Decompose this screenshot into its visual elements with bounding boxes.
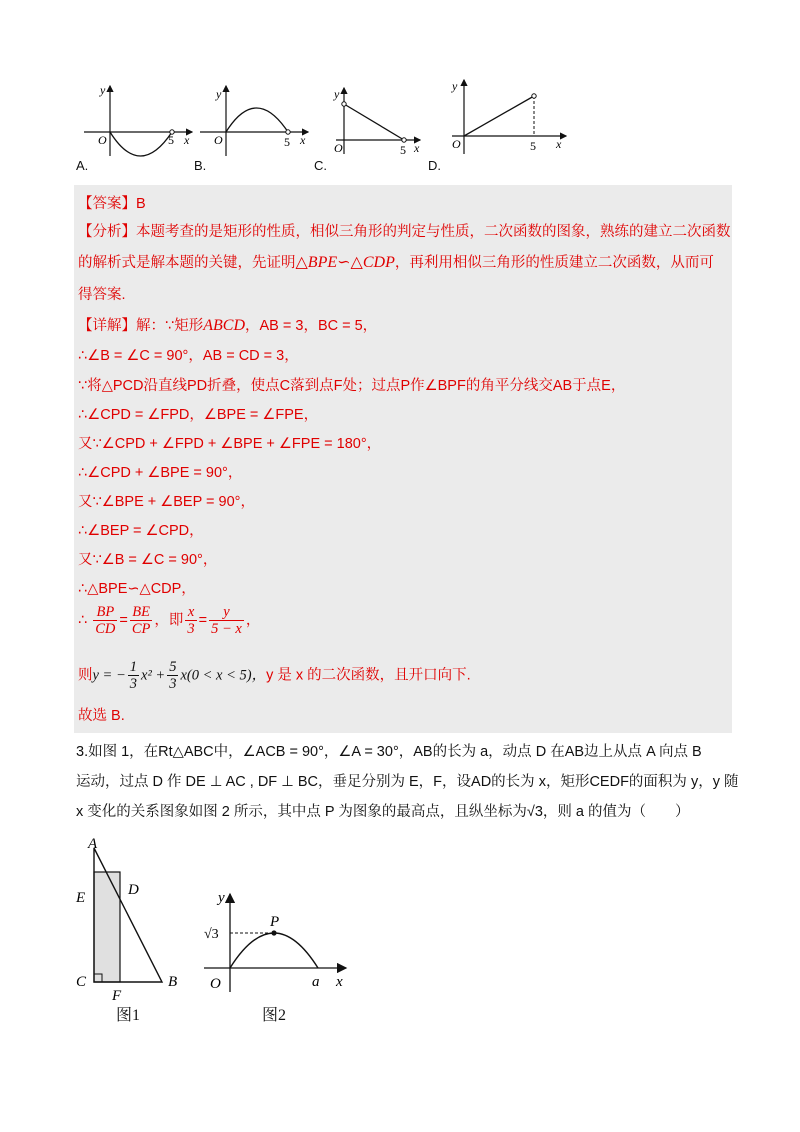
detail-line-11 (78, 604, 260, 637)
figure-2-caption: 图2 (262, 1007, 287, 1024)
fraction-y-5mx-den: 5 − x (211, 621, 242, 637)
fig2-label-a: a (312, 974, 320, 990)
fraction-bp-cd-num: BP (93, 604, 117, 621)
fraction-bp-cd-den: CD (95, 621, 116, 637)
analysis-text-1: 本题考查的是矩形的性质，相似三角形的判定与性质，二次函数的图象，熟练的建立二次函数 (136, 224, 731, 240)
equals-sign-1: = (119, 612, 128, 629)
graph-c-svg (320, 82, 430, 162)
equals-sign-2: = (198, 612, 208, 629)
detail-line-1 (78, 314, 377, 335)
detail-text-1c: ，AB = 3，BC = 5， (245, 318, 378, 334)
graph-a-y-label: y (100, 83, 106, 97)
fraction-5-3-num: 5 (169, 659, 177, 675)
question-line-2: 运动，过点 D 作 DE ⊥ AC , DF ⊥ BC，垂足分别为 E，F，设AD的长为 x，矩形CEDF的面积为 y，y 随 (76, 774, 739, 790)
graph-a-five-label: 5 (168, 133, 174, 147)
fig2-label-p: P (270, 914, 280, 930)
graph-a-svg (80, 80, 200, 160)
line-12-y-equals: y = − (92, 667, 126, 684)
detail-line-12 (78, 659, 471, 692)
option-b-graph (196, 80, 316, 165)
analysis-similar-triangles: △BPE∽△CDP (295, 254, 395, 271)
fraction-x-3-num: x (185, 604, 196, 621)
detail-line-7: 又∵∠BPE + ∠BEP = 90°， (78, 494, 255, 510)
question-line-3: x 变化的关系图象如图 2 所示，其中点 P 为图象的最高点，且纵坐标为√3，则 a 的值为（ ） (76, 804, 690, 820)
analysis-tag: 【分析】 (78, 224, 136, 240)
line-12-domain: x(0 < x < 5)， (180, 667, 267, 684)
option-b-label: B. (194, 158, 207, 173)
option-d-graph (442, 74, 572, 165)
detail-line-6: ∴∠CPD + ∠BPE = 90°， (78, 465, 243, 481)
option-c-graph (320, 82, 430, 167)
figure-1-svg (70, 836, 200, 1006)
graph-d-x-label: x (556, 137, 562, 151)
fraction-1-3-num: 1 (129, 659, 138, 675)
fraction-5-3-den: 3 (169, 676, 177, 692)
line-11-end: ， (245, 612, 261, 629)
fig1-label-a: A (88, 836, 98, 852)
fig2-label-y: y (218, 890, 225, 906)
question-line-1: 3.如图 1，在Rt△ABC中，∠ACB = 90°，∠A = 30°，AB的长为 a，动点 D 在AB边上从点 A 向点 B (76, 744, 702, 760)
fraction-5-3 (167, 659, 178, 692)
graph-d-y-label: y (452, 79, 458, 93)
detail-line-2: ∴∠B = ∠C = 90°，AB = CD = 3， (78, 348, 299, 364)
line-12-then: 则 (78, 667, 93, 684)
graph-c-five-label: 5 (400, 143, 406, 157)
line-12-conclusion: y 是 x 的二次函数，且开口向下. (266, 667, 471, 684)
figure-1 (70, 836, 200, 1011)
detail-rect-name: ABCD (203, 317, 246, 334)
fig2-label-sqrt3: √3 (204, 927, 219, 942)
fraction-y-5mx (209, 604, 244, 637)
fig1-label-d: D (128, 882, 139, 898)
graph-b-y-label: y (216, 87, 222, 101)
graph-d-svg (442, 74, 572, 160)
graph-c-y-label: y (334, 87, 340, 101)
detail-line-4: ∴∠CPD = ∠FPD，∠BPE = ∠FPE， (78, 407, 319, 423)
fig2-label-o: O (210, 976, 221, 992)
detail-line-3: ∵将△PCD沿直线PD折叠，使点C落到点F处；过点P作∠BPF的角平分线交AB于点E， (78, 378, 626, 394)
graph-b-x-label: x (300, 133, 306, 147)
graph-a-origin-label: O (98, 133, 107, 147)
analysis-line-3: 得答案. (78, 287, 126, 303)
fraction-bp-cd (93, 604, 117, 637)
figure-1-caption: 图1 (116, 1007, 141, 1024)
line-11-mid: ，即 (154, 612, 184, 629)
fig1-label-b: B (168, 974, 178, 990)
graph-b-svg (196, 80, 316, 160)
line-12-x-squared: x² + (141, 667, 166, 684)
fig1-label-f: F (112, 988, 122, 1004)
fraction-y-5mx-num: y (209, 604, 244, 621)
graph-c-x-label: x (414, 141, 420, 155)
option-a-graph (80, 80, 200, 165)
graph-d-origin-label: O (452, 137, 461, 151)
fig1-label-e: E (76, 890, 86, 906)
detail-tag: 【详解】 (78, 318, 136, 334)
answer-line: 【答案】B (78, 196, 146, 212)
option-c-label: C. (314, 158, 327, 173)
figure-2 (196, 884, 356, 1005)
fig2-label-x: x (336, 974, 343, 990)
graph-b-origin-label: O (214, 133, 223, 147)
fraction-1-3-den: 3 (129, 676, 138, 692)
analysis-text-2c: ，再利用相似三角形的性质建立二次函数，从而可 (394, 255, 714, 271)
analysis-text-2a: 的解析式是解本题的关键，先证明 (78, 255, 296, 271)
detail-line-10: ∴△BPE∽△CDP， (78, 581, 196, 597)
graph-b-five-label: 5 (284, 135, 290, 149)
fraction-be-cp-num: BE (130, 604, 153, 621)
graph-d-five-label: 5 (530, 139, 536, 153)
fraction-x-3-den: 3 (187, 621, 195, 637)
detail-line-8: ∴∠BEP = ∠CPD， (78, 523, 204, 539)
option-a-label: A. (76, 158, 89, 173)
detail-line-9: 又∵∠B = ∠C = 90°， (78, 552, 218, 568)
detail-line-13: 故选 B. (78, 708, 125, 724)
option-d-label: D. (428, 158, 441, 173)
graph-a-x-label: x (184, 133, 190, 147)
detail-text-1a: 解：∵矩形 (136, 318, 204, 334)
fraction-x-3 (185, 604, 196, 637)
fig1-label-c: C (76, 974, 87, 990)
line-11-prefix: ∴ (78, 612, 88, 629)
figure-2-svg (196, 884, 356, 1000)
fraction-be-cp (130, 604, 153, 637)
fraction-be-cp-den: CP (131, 621, 151, 637)
fraction-1-3 (128, 659, 139, 692)
graph-c-origin-label: O (334, 141, 343, 155)
analysis-line-1 (78, 220, 731, 241)
detail-line-5: 又∵∠CPD + ∠FPD + ∠BPE + ∠FPE = 180°， (78, 436, 382, 452)
analysis-line-2 (78, 251, 714, 272)
